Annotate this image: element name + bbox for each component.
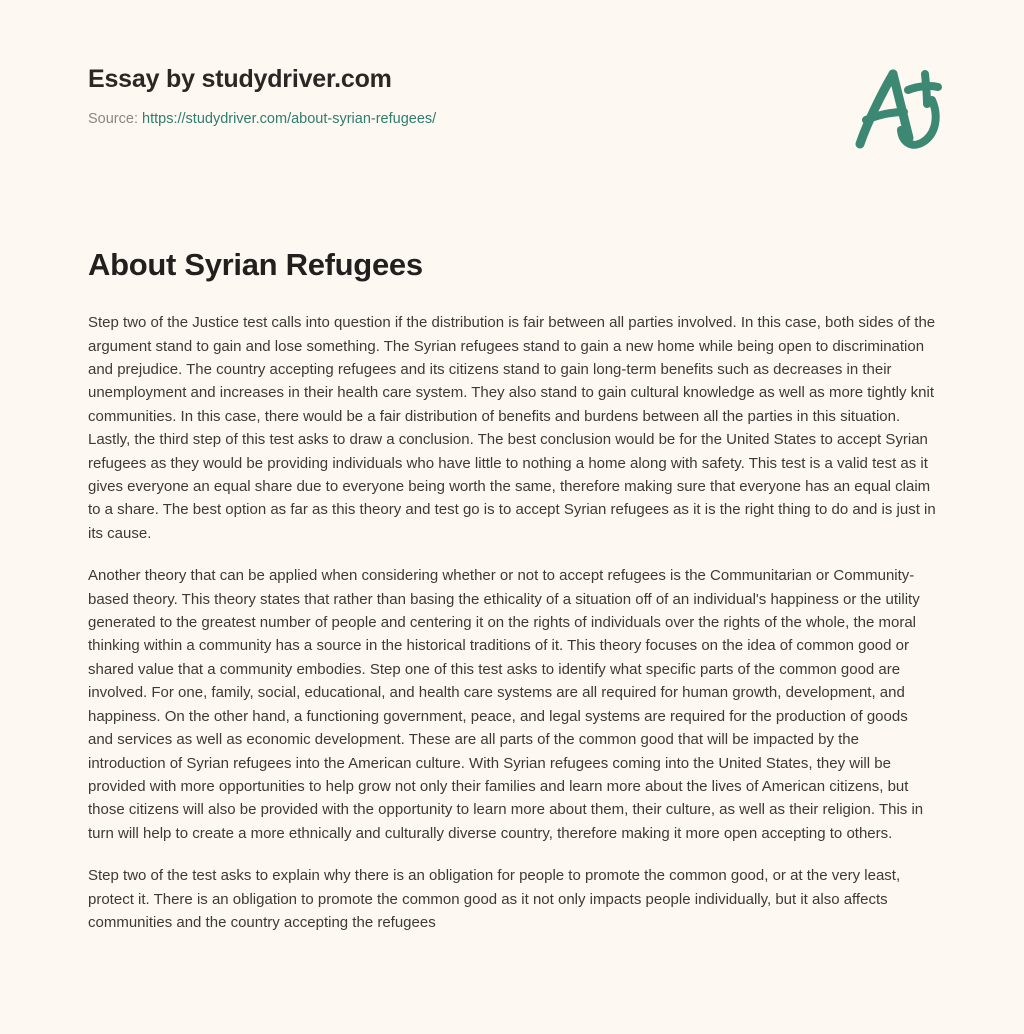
body-paragraph: Step two of the Justice test calls into question if the distribution is fair between all parties involved. In this case, both sides of the argument stand to gain and lose something. The Syrian refugees stand to gain a new home while being open to discrimination and prejudice. The country accepting refugees and its citizens stand to gain long-term benefits such as decreases in their unemployment and increases in their health care system. They also stand to gain cultural knowledge as well as more tightly knit communities. In this case, there would be a fair distribution of benefits and burdens between all the parties in this situation. Lastly, the third step of this test asks to draw a conclusion. The best conclusion would be for the United States to accept Syrian refugees as they would be providing individuals who have little to nothing a home along with safety. This test is a valid test as it gives everyone an equal share due to everyone being worth the same, therefore making sure that everyone has an equal claim to a share. The best option as far as this theory and test go is to accept Syrian refugees as it is the right thing to do and is just in its cause. <box>88 314 936 542</box>
source-label: Source: <box>88 110 138 127</box>
article-body <box>88 283 936 934</box>
essay-attribution: Essay by studydriver.com <box>88 65 392 93</box>
body-paragraph: Step two of the test asks to explain why there is an obligation for people to promote the common good, or at the very least, protect it. There is an obligation to promote the common good as it not only impacts people individually, but it also affects communities and the country accepting the refugees <box>88 867 901 931</box>
a-plus-logo <box>846 60 950 154</box>
source-url-link[interactable]: https://studydriver.com/about-syrian-refugees/ <box>142 110 437 127</box>
source-line <box>88 111 936 128</box>
body-paragraph: Another theory that can be applied when considering whether or not to accept refugees is the Communitarian or Community-based theory. This theory states that rather than basing the ethicality of a situation off of an individual's happiness or the utility generated to the greatest number of people and centering it on the rights of individuals over the rights of the whole, the moral thinking within a community has a source in the historical traditions of it. This theory focuses on the idea of common good or shared value that a community embodies. Step one of this test asks to identify what specific parts of the common good are involved. For one, family, social, educational, and health care systems are all required for human growth, development, and happiness. On the other hand, a functioning government, peace, and legal systems are required for the production of goods and services as well as economic development. These are all parts of the common good that will be impacted by the introduction of Syrian refugees into the American culture. With Syrian refugees coming into the United States, they will be provided with more opportunities to help grow not only their families and learn more about the lives of American citizens, but those citizens will also be provided with the opportunity to learn more about them, their culture, as well as their religion. This in turn will help to create a more ethnically and culturally diverse country, therefore making it more open accepting to others. <box>88 567 924 842</box>
page-title: About Syrian Refugees <box>88 247 423 282</box>
document-header <box>88 0 936 127</box>
